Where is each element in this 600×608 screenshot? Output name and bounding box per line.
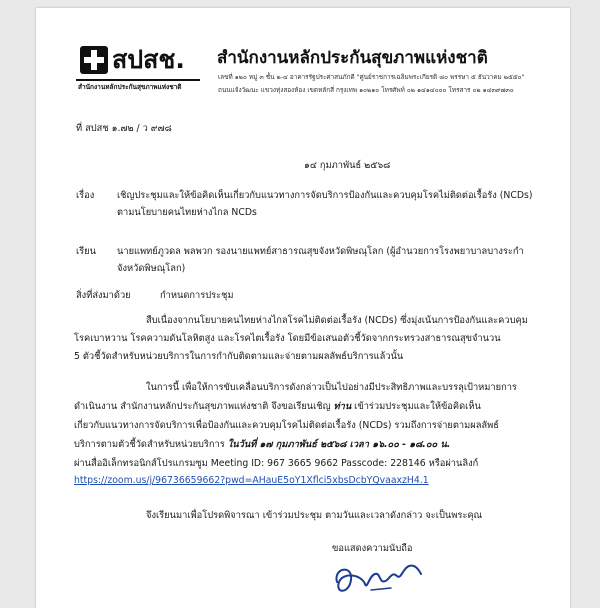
enclosure-text: กำหนดการประชุม [160,290,234,301]
paragraph2-line-4: บริการตามตัวชี้วัดสำหรับหน่วยบริการ ในวันที่ ๑๗ กุมภาพันธ์ ๒๕๖๘ เวลา ๑๖.๐๐ - ๑๘.๐๐ น. [74,439,451,450]
cross-icon [80,46,108,74]
logo-divider [76,79,200,81]
paragraph2-line-2: ดำเนินงาน สำนักงานหลักประกันสุขภาพแห่งชาติ จึงขอเรียนเชิญ ท่าน เข้าร่วมประชุมและให้ข้อคิดเห็น [74,401,481,412]
signature-image [331,560,423,600]
closing-text: จึงเรียนมาเพื่อโปรดพิจารณา เข้าร่วมประชุม ตามวันและเวลาดังกล่าว จะเป็นพระคุณ [146,510,483,521]
paragraph1-line-3: 5 ตัวชี้วัดสำหรับหน่วยบริการในการกำกับติดตามและจ่ายตามผลลัพธ์บริการแล้วนั้น [74,351,404,362]
recipient-label: เรียน [76,246,96,257]
letter-date: ๑๔ กุมภาพันธ์ ๒๕๖๘ [304,160,391,171]
letter-page [36,8,570,608]
subject-line-1: เชิญประชุมและให้ข้อคิดเห็นเกี่ยวกับแนวทางการจัดบริการป้องกันและควบคุมโรคไม่ติดต่อเรื้อรัง (NCDs) [117,190,533,201]
logo-text: สปสช. [112,45,185,74]
paragraph2-line-1: ในการนี้ เพื่อให้การขับเคลื่อนบริการดังกล่าวเป็นไปอย่างมีประสิทธิภาพและบรรลุเป้าหมายการ [146,382,517,393]
paragraph1-line-2: โรคเบาหวาน โรคความดันโลหิตสูง และโรคไตเรื้อรัง โดยมีข้อเสนอตัวชี้วัดจากกระทรวงสาธารณสุขจำนวน [74,333,501,344]
logo-caption: สำนักงานหลักประกันสุขภาพแห่งชาติ [78,83,182,91]
recipient-line-2: จังหวัดพิษณุโลก) [117,263,186,274]
regards-text: ขอแสดงความนับถือ [332,543,413,554]
recipient-line-1: นายแพทย์ภูวดล พลพวก รองนายแพทย์สาธารณสุขจังหวัดพิษณุโลก (ผู้อำนวยการโรงพยาบาลบางระกำ [117,246,524,257]
org-address-line1: เลขที่ ๑๒๐ หมู่ ๓ ชั้น ๒-๔ อาคารรัฐประศาสนภักดี "ศูนย์ราชการเฉลิมพระเกียรติ ๘๐ พรรษา ๕ ธันวาคม ๒๕๕๐" [218,73,525,81]
paragraph2-line-3: เกี่ยวกับแนวทางการจัดบริการเพื่อป้องกันและควบคุมโรคไม่ติดต่อเรื้อรัง (NCDs) รวมถึงการจ่ายตามผลลัพธ์ [74,420,499,431]
subject-line-2: ตามนโยบายคนไทยห่างไกล NCDs [117,207,257,218]
reference-number: ที่ สปสช ๑.๗๒ / ว ๙๗๘ [76,123,172,134]
nhso-logo [76,40,200,98]
paragraph2-line-5: ผ่านสื่ออิเล็กทรอนิกส์โปรแกรมซูม Meeting ID: 967 3665 9662 Passcode: 228146 หรือผ่านลิงก์ [74,458,479,469]
org-name: สำนักงานหลักประกันสุขภาพแห่งชาติ [217,48,488,68]
subject-label: เรื่อง [76,190,95,201]
org-address-line2: ถนนแจ้งวัฒนะ แขวงทุ่งสองห้อง เขตหลักสี่ กรุงเทพ ๑๐๒๑๐ โทรศัพท์ ๐๒ ๑๔๑๔๐๐๐ โทรสาร ๐๒ ๑๔๓๙๗๓๐ [218,86,514,94]
zoom-meeting-link[interactable]: https://zoom.us/j/96736659662?pwd=AHauE5oY1Xflci5xbsDcbYQvaaxzH4.1 [74,475,429,486]
enclosure-label: สิ่งที่ส่งมาด้วย [76,290,131,301]
paragraph1-line-1: สืบเนื่องจากนโยบายคนไทยห่างไกลโรคไม่ติดต่อเรื้อรัง (NCDs) ซึ่งมุ่งเน้นการป้องกันและควบคุม [146,315,528,326]
